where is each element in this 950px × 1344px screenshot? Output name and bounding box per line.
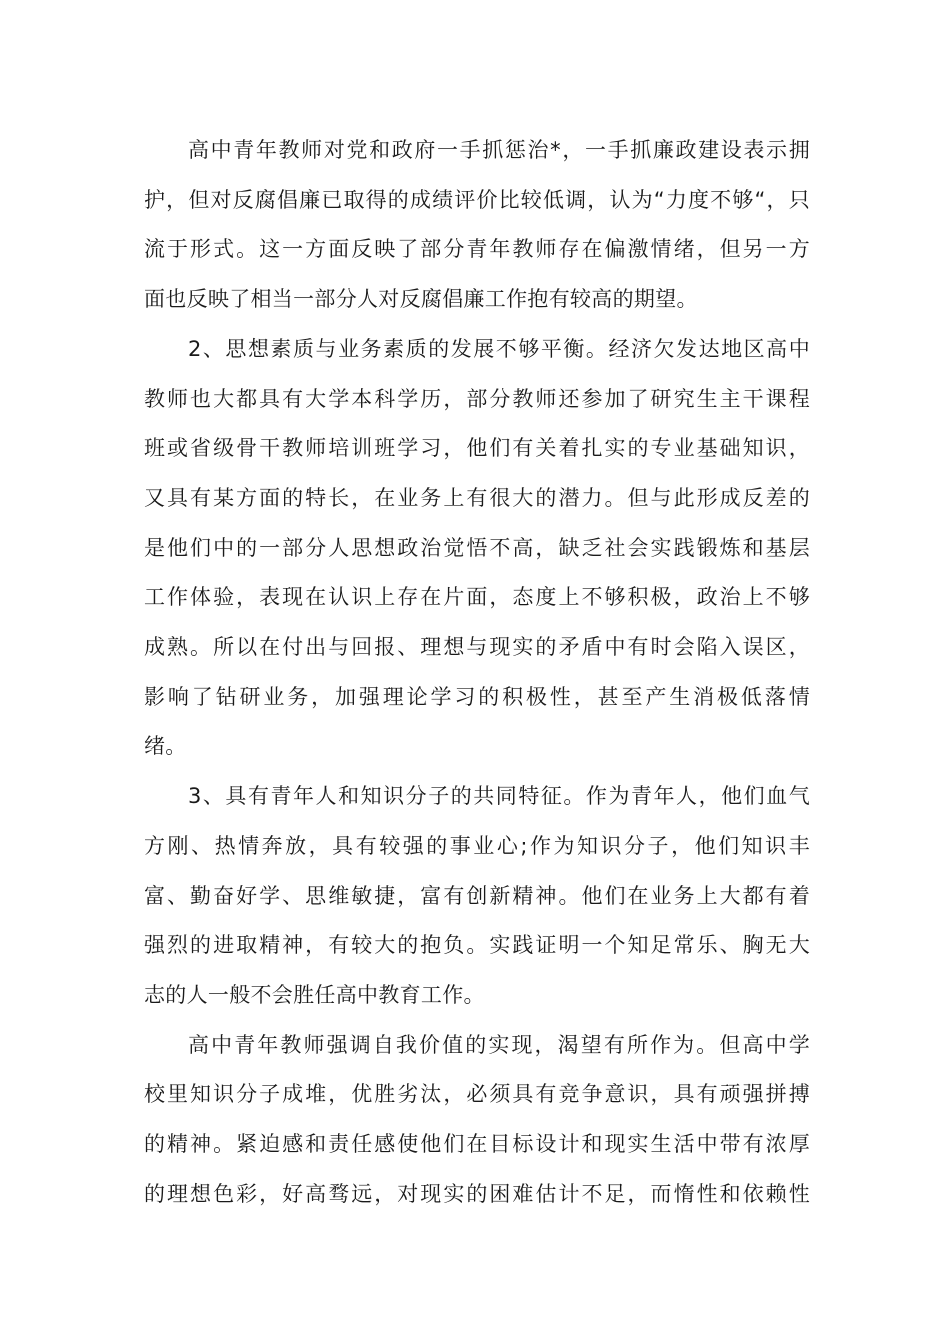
paragraph-1 — [144, 126, 810, 325]
text-line: 流于形式。这一方面反映了部分青年教师存在偏激情绪，但另一方 — [144, 237, 810, 262]
text-line: 2、思想素质与业务素质的发展不够平衡。经济欠发达地区高中 — [188, 336, 810, 361]
paragraph-3 — [144, 772, 810, 1021]
text-line: 工作体验，表现在认识上存在片面，态度上不够积极，政治上不够 — [144, 585, 810, 610]
text-line: 3、具有青年人和知识分子的共同特征。作为青年人，他们血气 — [188, 784, 810, 809]
text-line: 班或省级骨干教师培训班学习，他们有关着扎实的专业基础知识， — [144, 436, 810, 461]
document-body — [144, 126, 810, 1219]
text-line: 又具有某方面的特长，在业务上有很大的潜力。但与此形成反差的 — [144, 485, 810, 510]
text-line: 校里知识分子成堆，优胜劣汰，必须具有竞争意识，具有顽强拼搏 — [144, 1082, 810, 1107]
text-line: 富、勤奋好学、思维敏捷，富有创新精神。他们在业务上大都有着 — [144, 883, 810, 908]
text-line: 的精神。紧迫感和责任感使他们在目标设计和现实生活中带有浓厚 — [144, 1132, 810, 1157]
text-line: 教师也大都具有大学本科学历，部分教师还参加了研究生主干课程 — [144, 386, 810, 411]
text-line: 影响了钻研业务，加强理论学习的积极性，甚至产生消极低落情 — [144, 684, 810, 709]
text-line: 成熟。所以在付出与回报、理想与现实的矛盾中有时会陷入误区， — [144, 635, 810, 660]
text-line: 高中青年教师强调自我价值的实现，渴望有所作为。但高中学 — [188, 1032, 810, 1057]
paragraph-4 — [144, 1021, 810, 1220]
text-line: 护，但对反腐倡廉已取得的成绩评价比较低调，认为“力度不够“，只 — [144, 187, 810, 212]
text-line: 强烈的进取精神，有较大的抱负。实践证明一个知足常乐、胸无大 — [144, 933, 810, 958]
paragraph-2 — [144, 325, 810, 772]
text-line: 志的人一般不会胜任高中教育工作。 — [144, 982, 485, 1007]
text-line: 绪。 — [144, 734, 187, 759]
text-line: 是他们中的一部分人思想政治觉悟不高，缺乏社会实践锻炼和基层 — [144, 535, 810, 560]
text-line: 的理想色彩，好高骛远，对现实的困难估计不足，而惰性和依赖性 — [144, 1181, 810, 1206]
text-line: 高中青年教师对党和政府一手抓惩治*，一手抓廉政建设表示拥 — [188, 138, 810, 162]
text-line: 方刚、热情奔放，具有较强的事业心;作为知识分子，他们知识丰 — [144, 833, 810, 858]
text-line: 面也反映了相当一部分人对反腐倡廉工作抱有较高的期望。 — [144, 287, 698, 312]
